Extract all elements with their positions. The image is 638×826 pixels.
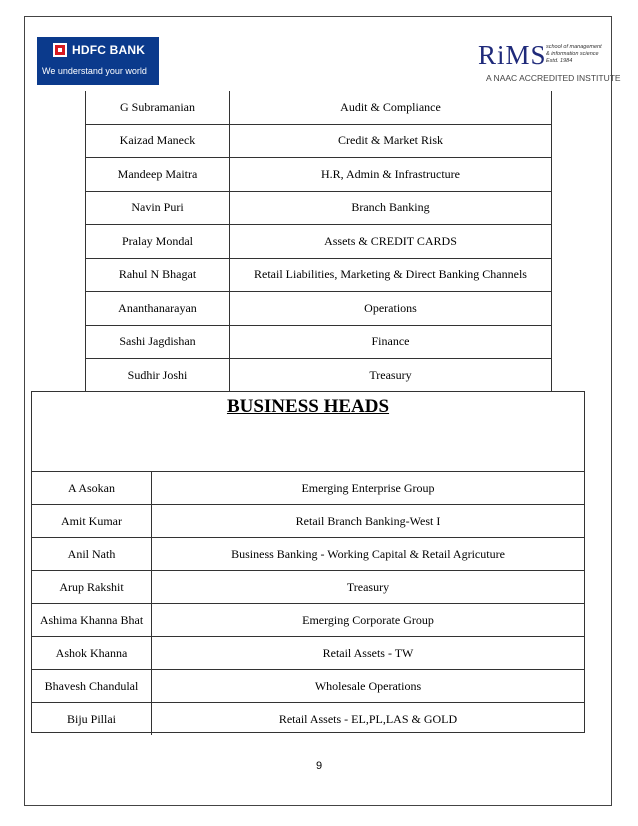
business-heads-title: BUSINESS HEADS [226, 396, 390, 417]
table-row [86, 124, 552, 158]
person-name-cell: G Subramanian [86, 91, 230, 124]
table-row [86, 225, 552, 259]
rims-logo-name: RiMS [478, 40, 547, 70]
person-name-cell: Bhavesh Chandulal [32, 670, 152, 703]
page-number: 9 [315, 760, 323, 772]
role-cell: Emerging Enterprise Group [152, 472, 585, 505]
table-row [32, 703, 584, 736]
table-row [86, 258, 552, 292]
role-cell: Emerging Corporate Group [152, 604, 585, 637]
role-cell: Audit & Compliance [230, 91, 552, 124]
person-name-cell: A Asokan [32, 472, 152, 505]
table-row [86, 292, 552, 326]
person-name-cell: Rahul N Bhagat [86, 258, 230, 292]
table-row [32, 637, 584, 670]
role-cell: Retail Liabilities, Marketing & Direct Banking Channels [230, 258, 552, 292]
table-row [32, 472, 584, 505]
person-name-cell: Sudhir Joshi [86, 359, 230, 392]
role-cell: Treasury [230, 359, 552, 392]
person-name-cell: Mandeep Maitra [86, 158, 230, 192]
business-heads-section [31, 391, 585, 733]
person-name-cell: Pralay Mondal [86, 225, 230, 259]
table-row [86, 158, 552, 192]
role-cell: Retail Assets - TW [152, 637, 585, 670]
person-name-cell: Anil Nath [32, 538, 152, 571]
role-cell: H.R, Admin & Infrastructure [230, 158, 552, 192]
person-name-cell: Ashok Khanna [32, 637, 152, 670]
person-name-cell: Sashi Jagdishan [86, 325, 230, 359]
table-row [32, 571, 584, 604]
role-cell: Operations [230, 292, 552, 326]
role-cell: Business Banking - Working Capital & Retail Agricuture [152, 538, 585, 571]
role-cell: Retail Branch Banking-West I [152, 505, 585, 538]
role-cell: Finance [230, 325, 552, 359]
table-row [32, 538, 584, 571]
table-row [32, 670, 584, 703]
person-name-cell: Biju Pillai [32, 703, 152, 736]
hdfc-mark-icon [53, 43, 67, 57]
rims-logo [474, 40, 621, 90]
person-name-cell: Ashima Khanna Bhat [32, 604, 152, 637]
person-name-cell: Arup Rakshit [32, 571, 152, 604]
role-cell: Credit & Market Risk [230, 124, 552, 158]
table-row [86, 91, 552, 124]
hdfc-bank-logo [37, 37, 159, 85]
hdfc-logo-name: HDFC BANK [72, 43, 146, 57]
business-heads-table [32, 471, 584, 735]
hdfc-logo-tagline: We understand your world [42, 66, 147, 76]
role-cell: Assets & CREDIT CARDS [230, 225, 552, 259]
executive-table [85, 91, 552, 392]
person-name-cell: Amit Kumar [32, 505, 152, 538]
rims-logo-side-text: school of management & information science Estd. 1984 [546, 44, 602, 64]
role-cell: Retail Assets - EL,PL,LAS & GOLD [152, 703, 585, 736]
person-name-cell: Kaizad Maneck [86, 124, 230, 158]
role-cell: Wholesale Operations [152, 670, 585, 703]
table-row [32, 604, 584, 637]
table-row [86, 191, 552, 225]
role-cell: Branch Banking [230, 191, 552, 225]
table-row [86, 325, 552, 359]
table-row [86, 359, 552, 392]
role-cell: Treasury [152, 571, 585, 604]
table-row [32, 505, 584, 538]
hdfc-logo-topbar [37, 37, 159, 62]
person-name-cell: Ananthanarayan [86, 292, 230, 326]
person-name-cell: Navin Puri [86, 191, 230, 225]
rims-accreditation: A NAAC ACCREDITED INSTITUTE [486, 73, 621, 83]
